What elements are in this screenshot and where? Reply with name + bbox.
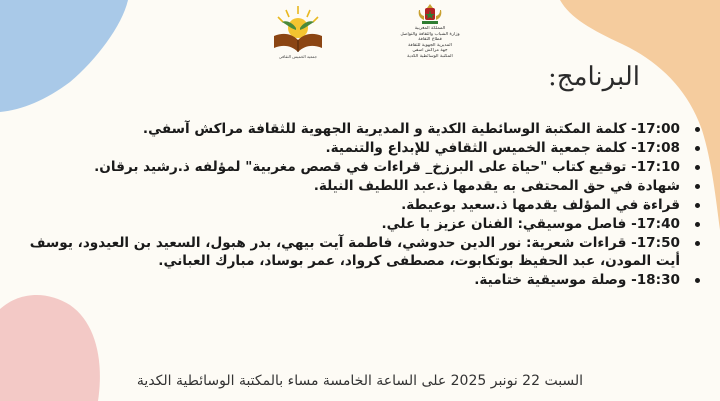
program-item-text: شهادة في حق المحتفى به يقدمها ذ.عبد اللطيف النيلة.: [313, 178, 680, 194]
bullet-icon: [695, 203, 700, 208]
program-item: [10, 234, 700, 270]
program-item-text: - فاصل موسيقي: الفنان عزيز با علي.: [381, 216, 637, 232]
program-item: [10, 177, 700, 195]
program-item-text: - توقيع كتاب "حياة على البرزخ_ قراءات في قصص مغربية" لمؤلفه ذ.رشيد برقان.: [94, 159, 637, 175]
bullet-icon: [695, 222, 700, 227]
bullet-icon: [695, 278, 700, 283]
bullet-icon: [695, 241, 700, 246]
ministry-line-6: المكتبة الوسائطية الكدية: [407, 53, 453, 59]
program-item-text: قراءة في المؤلف يقدمها ذ.سعيد بوعيطة.: [401, 197, 680, 213]
footer-month: نونبر: [490, 373, 518, 389]
footer-day: السبت: [544, 373, 584, 389]
footer-date-number: 22: [522, 373, 540, 389]
ministry-line-1: المملكة المغربية: [414, 26, 446, 31]
program-item-text: - كلمة المكتبة الوسائطية الكدية و المديرية الجهوية للثقافة مراكش آسفي.: [142, 121, 637, 137]
association-logo-caption: جمعية الخميس الثقافي: [278, 54, 318, 59]
program-item: [10, 196, 700, 214]
program-item-time: 17:08: [636, 140, 680, 156]
ministry-line-3: قطاع الثقافة: [418, 37, 442, 42]
program-list: [10, 120, 700, 290]
bullet-icon: [695, 165, 700, 170]
bullet-icon: [695, 184, 700, 189]
program-item-text: - وصلة موسيقية ختامية.: [474, 272, 637, 288]
program-item-time: 17:40: [636, 216, 680, 232]
coat-of-arms-icon: [416, 2, 444, 26]
program-item: [10, 215, 700, 233]
ministry-logo-text: [394, 26, 466, 59]
program-item: [10, 139, 700, 157]
program-item: [10, 120, 700, 138]
program-item: [10, 271, 700, 289]
bullet-icon: [695, 127, 700, 132]
program-title: البرنامج:: [548, 62, 640, 92]
program-item-time: 17:50: [636, 235, 680, 251]
program-item-time: 18:30: [636, 272, 680, 288]
footer-details: على الساعة الخامسة مساء بالمكتبة الوسائطية الكدية: [136, 373, 447, 389]
bullet-icon: [695, 146, 700, 151]
program-item-text: - قراءات شعرية: نور الدين حدوشي، فاطمة آيت بيهي، بدر هبول، السعيد بن العيدود، يوسف أيت المودن، عبد الحفيظ بوتكابوت، مصطفى كرواد، عمر بوساد، مبارك العباني.: [29, 235, 680, 269]
program-item-time: 17:10: [636, 159, 680, 175]
program-item: [10, 158, 700, 176]
event-date-footer: [0, 373, 720, 389]
ministry-line-5: جهة مراكش آسفي: [412, 48, 448, 53]
ministry-line-4: المديرية الجهوية للثقافة: [408, 42, 452, 48]
ministry-line-2: وزارة الشباب والثقافة والتواصل: [400, 31, 460, 37]
program-item-text: - كلمة جمعية الخميس الثقافي للإبداع والتنمية.: [325, 140, 637, 156]
program-item-time: 17:00: [636, 121, 680, 137]
footer-year: 2025: [450, 373, 487, 389]
